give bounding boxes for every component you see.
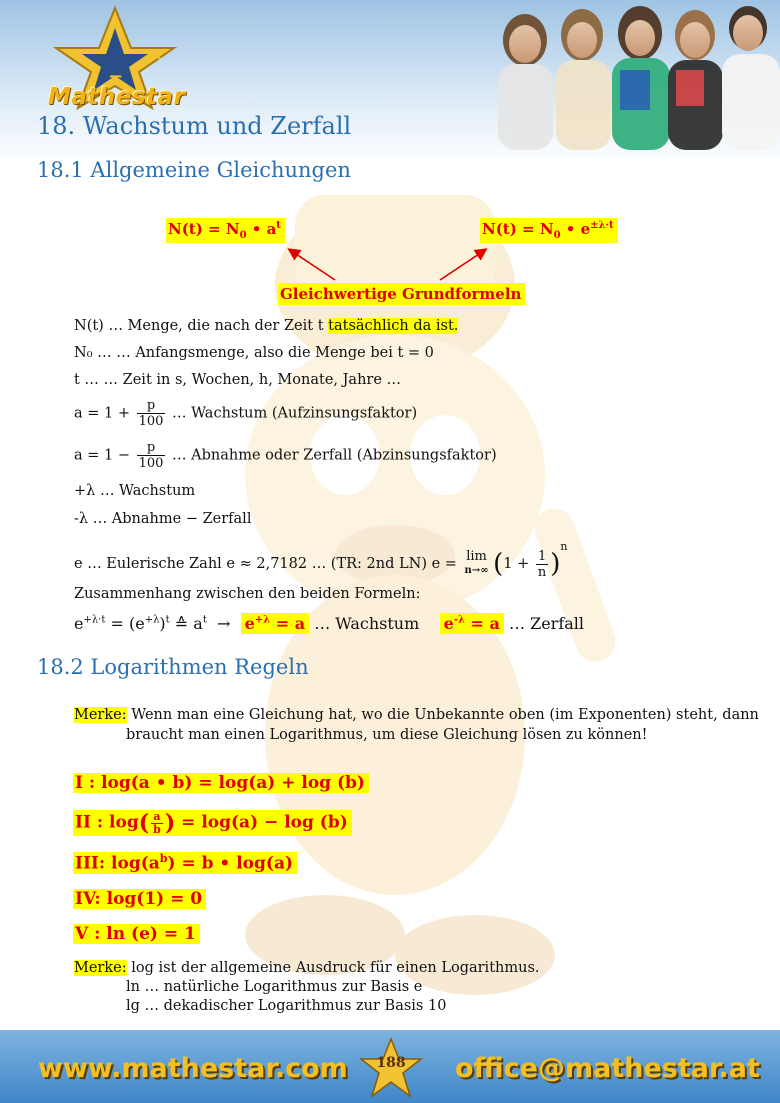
- fraction-a-over-b: $\frac{a}{b}$: [153, 809, 161, 836]
- growth-relation-box: $e^{+\lambda} = a$: [241, 613, 310, 634]
- log-rule-product: I : log(a • b) = log(a) + log (b): [73, 773, 369, 793]
- highlight-actually-present: tatsächlich da ist.: [328, 318, 459, 334]
- logo-wordmark: Mathestar: [48, 84, 186, 110]
- equivalent-formulas-label: Gleichwertige Grundformeln: [278, 283, 525, 305]
- section-heading-logarithm-rules: 18.2 Logarithmen Regeln: [37, 655, 309, 679]
- footer-email-link[interactable]: office@mathestar.at: [455, 1053, 760, 1084]
- decay-relation-box: $e^{-\lambda} = a$: [440, 613, 504, 634]
- log-rule-power: III: $\log(a^b) = b$ • log(a): [73, 852, 297, 874]
- footer-website-link[interactable]: www.mathestar.com: [38, 1053, 348, 1084]
- log-rule-ln-e: V : ln (e) = 1: [73, 924, 200, 944]
- definition-euler: e … Eulerische Zahl e ≈ 2,7182 … (TR: 2nd LN) e = lim n→∞ (1 + $\frac{1}{n}$ )$^n$: [74, 540, 568, 580]
- merke-note-2: Merke: log ist der allgemeine Ausdruck für einen Logarithmus.: [74, 960, 540, 976]
- formula-exponential-base-e: $N(t) = N_0$ • $e^{\pm\lambda\cdot t}$: [480, 218, 618, 243]
- definition-a-decay: a = 1 − $\frac{p}{100}$ … Abnahme oder Zerfall (Abzinsungsfaktor): [74, 440, 497, 471]
- merke-note-1-continued: braucht man einen Logarithmus, um diese Gleichung lösen zu können!: [126, 727, 648, 743]
- definition-nt: N(t) … Menge, die nach der Zeit t tatsächlich da ist.: [74, 318, 459, 334]
- note-lg: lg … dekadischer Logarithmus zur Basis 10: [126, 998, 447, 1014]
- note-ln: ln … natürliche Logarithmus zur Basis e: [126, 979, 423, 995]
- fraction-1-over-n: $\frac{1}{n}$: [537, 548, 547, 580]
- merke-label: Merke:: [74, 707, 127, 723]
- pointer-arrows: [280, 238, 490, 288]
- definition-plus-lambda: +λ … Wachstum: [74, 483, 196, 499]
- formula-exponential-base-a: $N(t) = N_0$ • $a^t$: [166, 218, 285, 243]
- merke-note-1: Merke: Wenn man eine Gleichung hat, wo die Unbekannte oben (im Exponenten) steht, dann: [74, 707, 759, 723]
- svg-text:+: +: [68, 44, 84, 65]
- students-photo: [470, 0, 780, 150]
- fraction-p-over-100: $\frac{p}{100}$: [138, 398, 164, 429]
- definition-t: t … … Zeit in s, Wochen, h, Monate, Jahre …: [74, 372, 402, 388]
- svg-text:−: −: [108, 66, 124, 87]
- fraction-p-over-100: $\frac{p}{100}$: [138, 440, 164, 471]
- limit-operator: lim n→∞: [464, 549, 489, 576]
- relation-formula: $e^{+\lambda\cdot t} = (e^{+\lambda})^t$ ≙ $a^t \to e^{+\lambda} = a$ … Wachstum $e^{-\lambda} = a$ … Zerfall: [74, 614, 585, 633]
- definition-minus-lambda: -λ … Abnahme − Zerfall: [74, 511, 252, 527]
- log-rule-one: IV: log(1) = 0: [73, 889, 206, 909]
- section-heading-general-equations: 18.1 Allgemeine Gleichungen: [37, 158, 351, 182]
- merke-label: Merke:: [74, 960, 127, 976]
- definition-a-growth: a = 1 + $\frac{p}{100}$ … Wachstum (Aufzinsungsfaktor): [74, 398, 418, 429]
- relation-intro: Zusammenhang zwischen den beiden Formeln:: [74, 586, 421, 602]
- page-number: 188: [376, 1055, 406, 1071]
- page-title: 18. Wachstum und Zerfall: [37, 112, 352, 140]
- svg-text:×: ×: [148, 44, 164, 65]
- definition-n0: N₀ … … Anfangsmenge, also die Menge bei t = 0: [74, 345, 434, 361]
- log-rule-quotient: II : log( $\frac{a}{b}$ ) = log(a) − log (b): [73, 810, 352, 836]
